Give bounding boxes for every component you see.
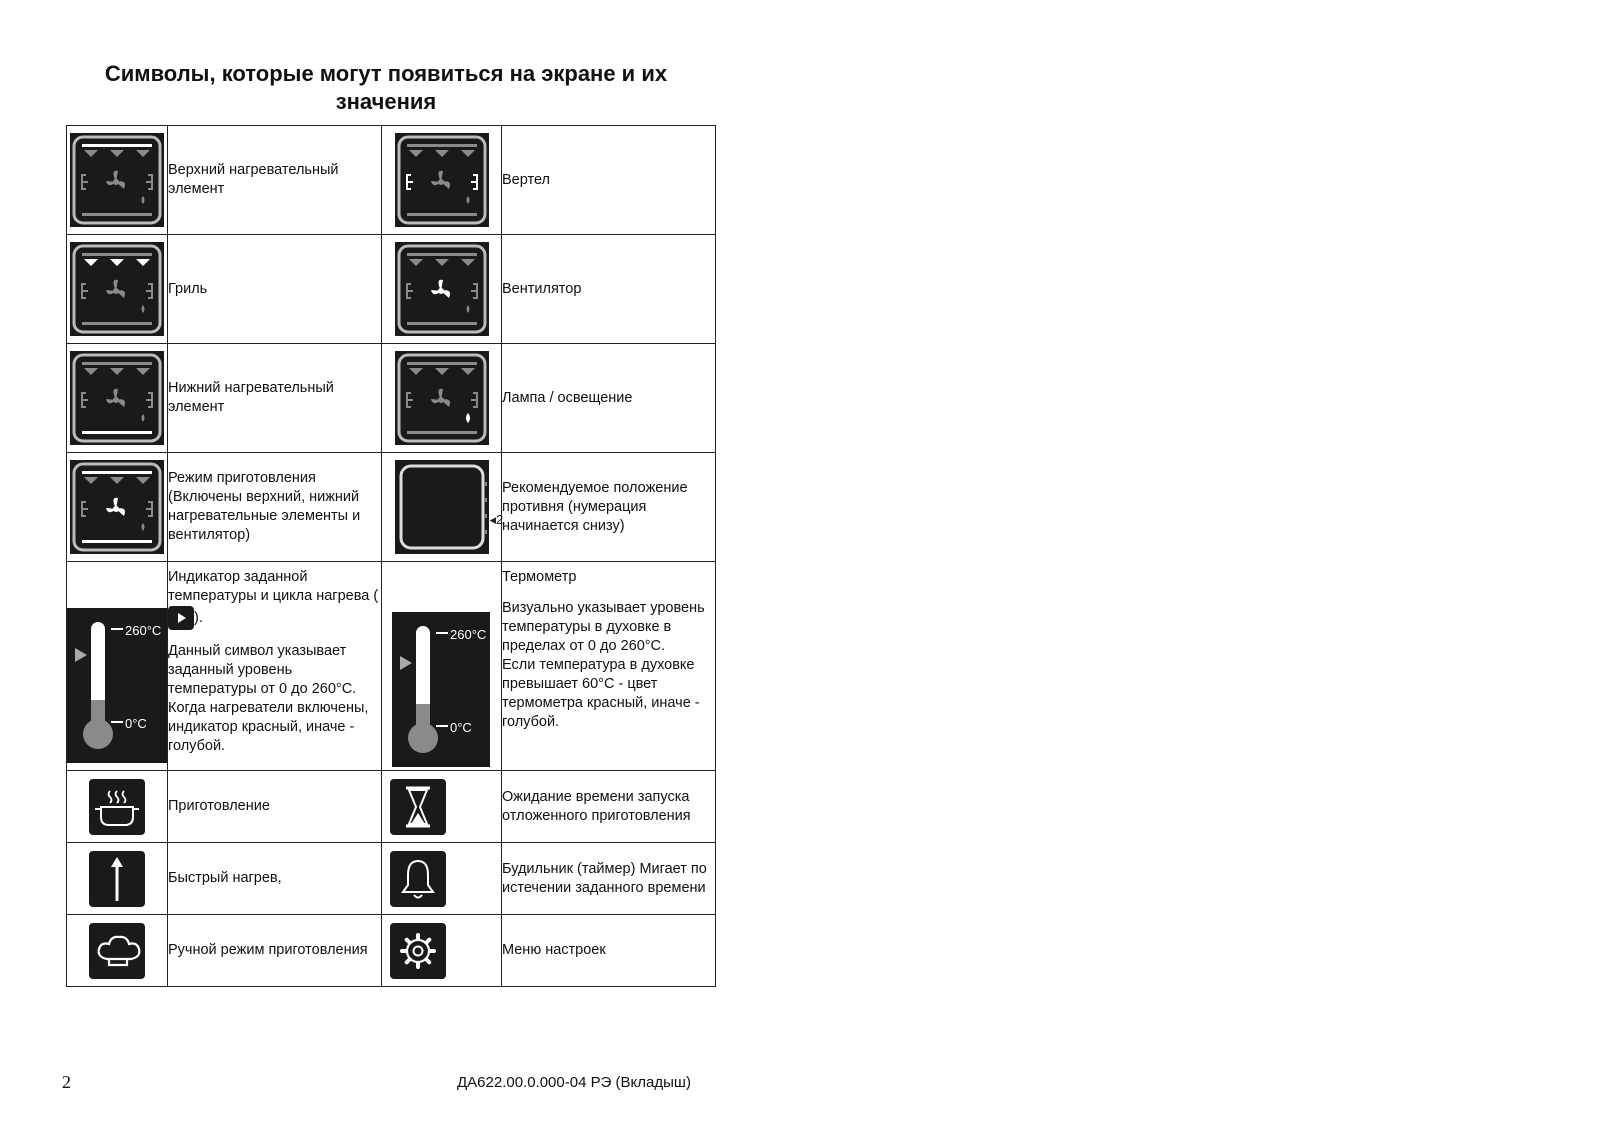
hourglass-icon — [390, 779, 446, 835]
description: Вертел — [502, 126, 716, 235]
icon-cell — [67, 843, 168, 915]
oven-lamp-icon — [395, 351, 489, 445]
gear-icon — [390, 923, 446, 979]
table-row — [67, 915, 716, 987]
bell-icon — [390, 851, 446, 907]
thermometer-title: Термометр — [502, 569, 577, 585]
description: Быстрый нагрев, — [168, 843, 382, 915]
tray-position-icon — [395, 460, 504, 554]
oven-grill-icon — [70, 242, 164, 336]
table-row — [67, 453, 716, 562]
icon-cell — [382, 126, 502, 235]
icon-cell — [67, 771, 168, 843]
symbols-table — [66, 125, 716, 987]
description: Гриль — [168, 235, 382, 344]
table-row — [67, 771, 716, 843]
description: Вентилятор — [502, 235, 716, 344]
scale-max-label: 260°C — [125, 623, 162, 638]
tray-level-label: ◂2 — [489, 512, 504, 527]
icon-cell — [382, 453, 502, 562]
icon-cell — [67, 915, 168, 987]
thermometer-color-note: Если температура в духовке превышает 60°С - цвет термометра красный, иначе - голубой. — [502, 657, 700, 730]
set-temp-text: Индикатор заданной температуры и цикла нагрева ( — [168, 569, 379, 604]
play-icon — [168, 606, 194, 630]
description: Будильник (таймер) Мигает по истечении заданного времени — [502, 843, 716, 915]
arrow-up-icon — [89, 851, 145, 907]
cooking-pot-icon — [89, 779, 145, 835]
description: Рекомендуемое положение противня (нумерация начинается снизу) — [502, 453, 716, 562]
description: Режим приготовления (Включены верхний, нижний нагревательные элементы и вентилятор) — [168, 453, 382, 562]
table-row — [67, 562, 716, 771]
set-temp-description: Данный символ указывает заданный уровень температуры от 0 до 260°С. Когда нагреватели включены, индикатор красный, иначе - голубой. — [168, 643, 369, 754]
description: Нижний нагревательный элемент — [168, 344, 382, 453]
thermometer-description: Визуально указывает уровень температуры в духовке в пределах от 0 до 260°С. — [502, 600, 705, 654]
icon-cell — [382, 344, 502, 453]
page-title: Символы, которые могут появиться на экране и их значения — [104, 61, 668, 114]
page-number: 2 — [62, 1072, 71, 1092]
description: Приготовление — [168, 771, 382, 843]
icon-cell — [382, 235, 502, 344]
document-code: ДА622.00.0.000-04 РЭ (Вкладыш) — [457, 1074, 691, 1091]
icon-cell — [67, 126, 168, 235]
icon-cell — [67, 453, 168, 562]
chef-hat-icon — [89, 923, 145, 979]
scale-min-label: 0°C — [125, 716, 147, 731]
description — [168, 562, 382, 771]
description: Ручной режим приготовления — [168, 915, 382, 987]
oven-bottom-heater-icon — [70, 351, 164, 445]
icon-cell — [67, 235, 168, 344]
set-temp-text-end: ). — [194, 609, 203, 626]
scale-min-label: 0°C — [450, 720, 472, 735]
description: Ожидание времени запуска отложенного приготовления — [502, 771, 716, 843]
table-row — [67, 235, 716, 344]
icon-cell — [67, 344, 168, 453]
oven-cooking-mode-icon — [70, 460, 164, 554]
icon-cell — [382, 562, 502, 771]
table-row — [67, 126, 716, 235]
icon-cell — [382, 771, 502, 843]
oven-top-heater-icon — [70, 133, 164, 227]
description: Меню настроек — [502, 915, 716, 987]
icon-cell — [382, 843, 502, 915]
scale-max-label: 260°C — [450, 627, 487, 642]
description — [502, 562, 716, 771]
table-row — [67, 843, 716, 915]
oven-spit-icon — [395, 133, 489, 227]
icon-cell — [382, 915, 502, 987]
table-row — [67, 344, 716, 453]
oven-fan-icon — [395, 242, 489, 336]
icon-cell — [67, 562, 168, 771]
description: Верхний нагревательный элемент — [168, 126, 382, 235]
description: Лампа / освещение — [502, 344, 716, 453]
